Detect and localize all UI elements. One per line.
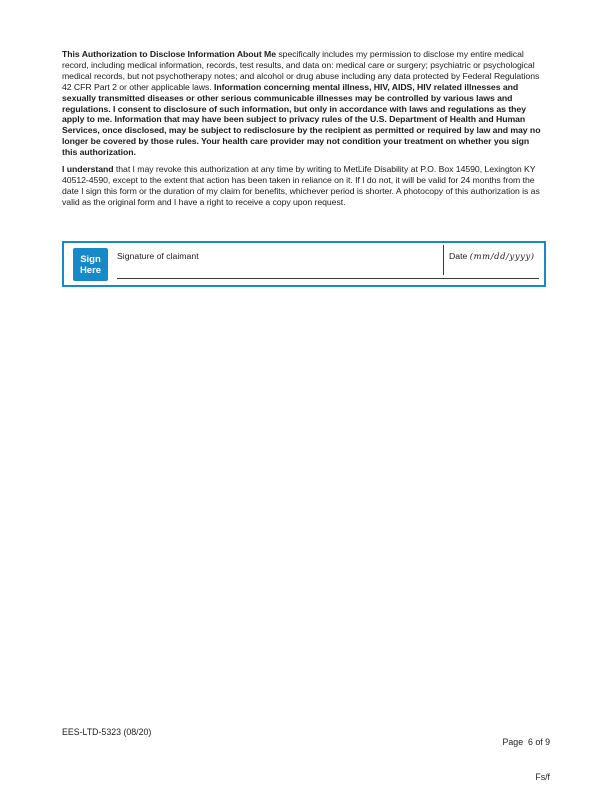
- sign-here-badge-line1: Sign: [80, 253, 101, 265]
- paragraph-segment: that I may revoke this authorization at any time by writing to MetLife Disability at P.O. Box 14590, Lexington KY 40512-4590, except to the extent that action has been taken in reliance on it. If I do not, it will be valid for 24 months from the date I sign this form or the duration of my claim for benefits, whichever period is shorter. A photocopy of this authorization is as valid as the original form and I have a right to receive a copy upon request.: [62, 164, 540, 207]
- revocation-paragraph: [62, 164, 543, 208]
- sign-here-badge-line2: Here: [79, 264, 102, 276]
- signature-line[interactable]: [117, 278, 539, 279]
- sign-here-badge: [73, 248, 108, 281]
- paragraph-segment: Information concerning mental illness, HIV, AIDS, HIV related illnesses and sexually transmitted diseases or other serious communicable illnesses may be controlled by various laws and regulations. I consent to disclosure of such information, but only in accordance with laws and regulations as they apply to me. Information that may have been subject to privacy rules of the U.S. Department of Health and Human Services, once disclosed, may be subject to redisclosure by the recipient as permitted or required by law and may no longer be covered by those rules. Your health care provider may not condition your treatment on whether you sign this authorization.: [62, 81, 541, 158]
- form-number: EES-LTD-5323 (08/20): [62, 727, 152, 737]
- form-code: Fs/f: [535, 771, 550, 782]
- signature-section: [62, 241, 546, 287]
- paragraph-segment: I understand: [62, 164, 114, 175]
- paragraph-segment: specifically includes my permission to disclose my entire medical record, including medical information, records, test results, and data on: medical care or surgery; psychiatric or psychological medical records, but not psychotherapy notes; and alcohol or drug abuse including any data protected by Federal Regulations 42 CFR Part 2 or other applicable laws.: [62, 49, 540, 92]
- paragraph-segment: This Authorization to Disclose Information About Me: [62, 49, 276, 59]
- date-divider-line: [443, 245, 444, 275]
- signature-of-claimant-label: Signature of claimant: [117, 251, 199, 261]
- date-field[interactable]: [449, 251, 539, 277]
- authorization-paragraph: [62, 49, 543, 158]
- footer-right: [503, 714, 550, 795]
- date-label: Date: [449, 251, 470, 261]
- date-format-hint: (mm/dd/yyyy): [469, 251, 535, 261]
- page-number: Page 6 of 9: [502, 737, 550, 747]
- body-text: [62, 49, 543, 208]
